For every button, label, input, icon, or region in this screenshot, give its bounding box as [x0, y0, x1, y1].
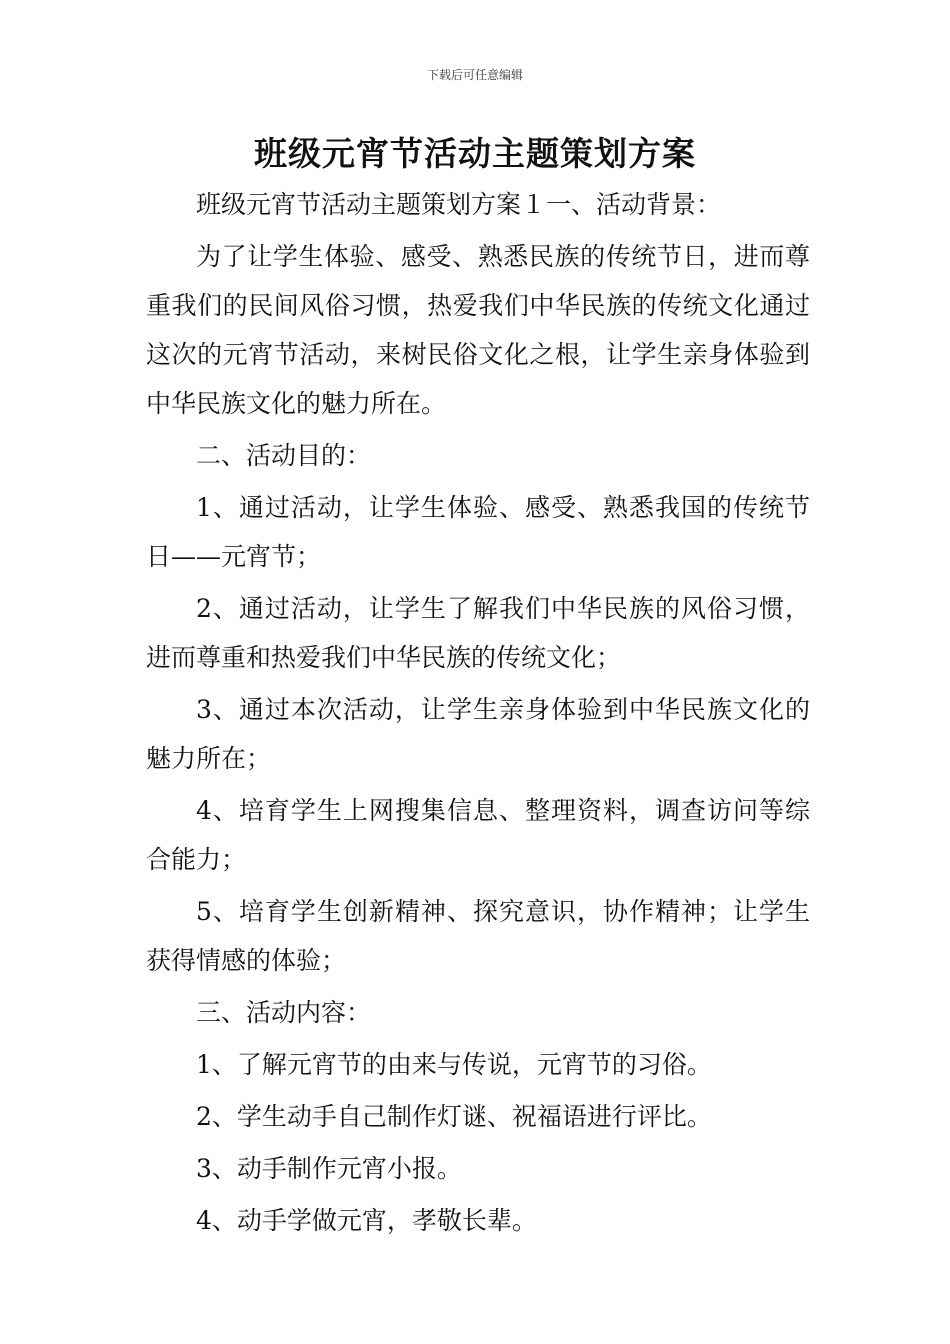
paragraph-intro-heading: 班级元宵节活动主题策划方案１一、活动背景：: [196, 190, 722, 219]
paragraph-purpose-2: 2、通过活动，让学生了解我们中华民族的风俗习惯，进而尊重和热爱我们中华民族的传统文化；: [146, 594, 810, 672]
paragraph-background: 为了让学生体验、感受、熟悉民族的传统节日，进而尊重我们的民间风俗习惯，热爱我们中华民族的传统文化通过这次的元宵节活动，来树民俗文化之根，让学生亲身体验到中华民族文化的魅力所在。: [146, 242, 810, 418]
paragraph-purpose-heading: 二、活动目的：: [196, 441, 372, 470]
paragraph-purpose-4: 4、培育学生上网搜集信息、整理资料，调查访问等综合能力；: [146, 796, 810, 874]
paragraph-content-2: 2、学生动手自己制作灯谜、祝福语进行评比。: [196, 1102, 712, 1131]
document-title: 班级元宵节活动主题策划方案: [254, 134, 696, 173]
document-body: [146, 180, 810, 1248]
paragraph-content-4: 4、动手学做元宵，孝敬长辈。: [196, 1206, 537, 1235]
paragraph-purpose-3: 3、通过本次活动，让学生亲身体验到中华民族文化的魅力所在；: [146, 695, 810, 773]
header-note: 下载后可任意编辑: [426, 68, 523, 82]
paragraph-content-3: 3、动手制作元宵小报。: [196, 1154, 462, 1183]
paragraph-content-1: 1、了解元宵节的由来与传说，元宵节的习俗。: [196, 1050, 712, 1079]
paragraph-content-heading: 三、活动内容：: [196, 998, 372, 1027]
paragraph-purpose-5: 5、培育学生创新精神、探究意识，协作精神；让学生获得情感的体验；: [146, 897, 810, 975]
paragraph-purpose-1: 1、通过活动，让学生体验、感受、熟悉我国的传统节日——元宵节；: [146, 493, 810, 571]
